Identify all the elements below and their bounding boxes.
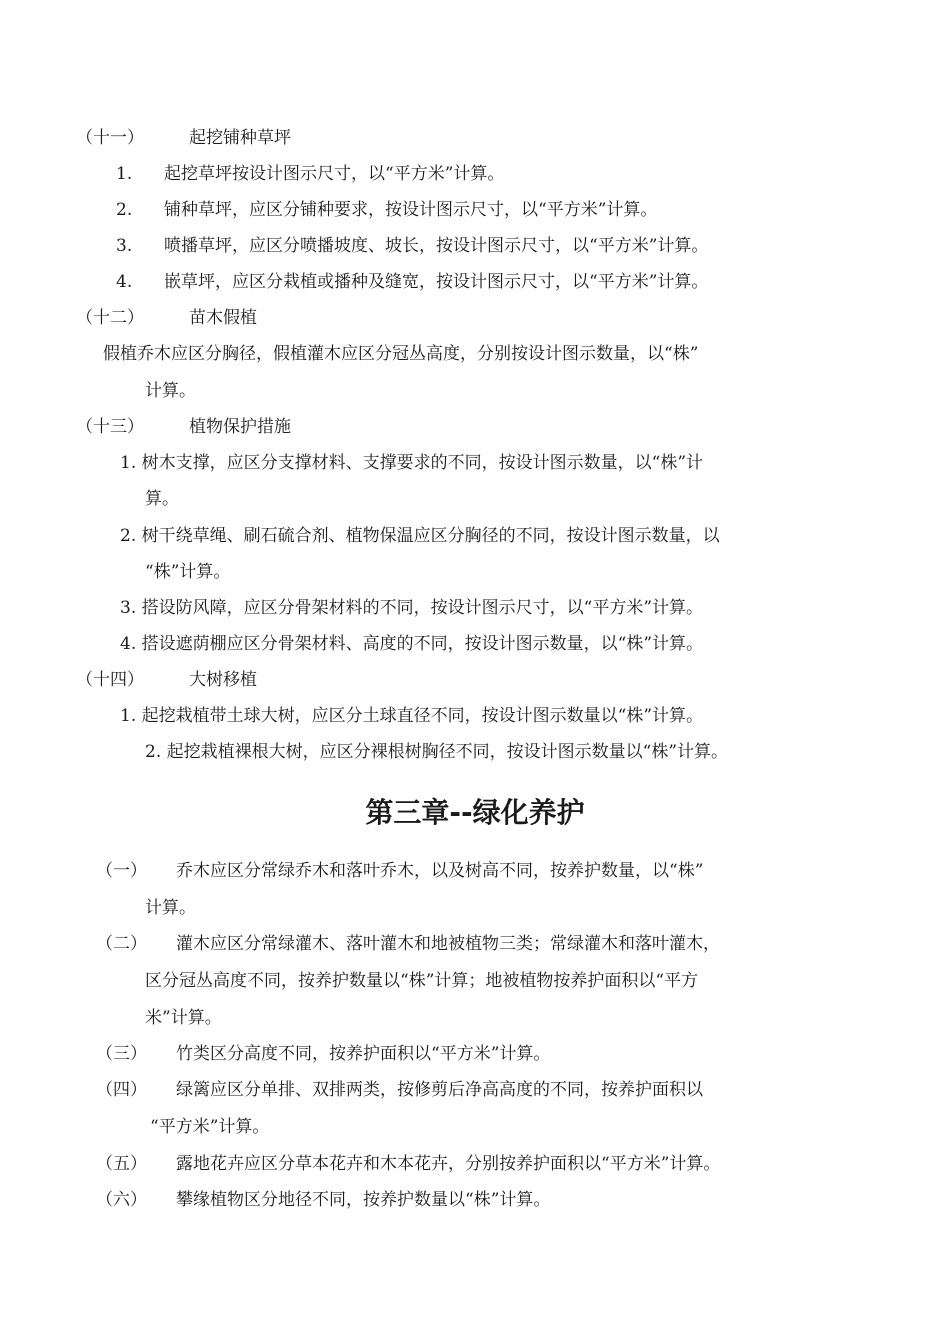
- list-item: 铺种草坪，应区分铺种要求，按设计图示尺寸，以“平方米”计算。: [164, 200, 658, 220]
- list-item: 喷播草坪，应区分喷播坡度、坡长，按设计图示尺寸，以“平方米”计算。: [164, 236, 709, 256]
- item-marker: （二）: [96, 934, 147, 954]
- paragraph-line: 攀缘植物区分地径不同，按养护数量以“株”计算。: [176, 1190, 551, 1210]
- item-marker: （四）: [96, 1080, 147, 1100]
- list-item: 3. 搭设防风障，应区分骨架材料的不同，按设计图示尺寸，以“平方米”计算。: [120, 598, 704, 618]
- list-item: 1. 树木支撑，应区分支撑材料、支撑要求的不同，按设计图示数量，以“株”计: [120, 453, 704, 473]
- section-13-marker: （十三）: [76, 417, 144, 437]
- section-13-title: 植物保护措施: [189, 417, 291, 437]
- item-marker: （六）: [96, 1190, 147, 1210]
- section-12-marker: （十二）: [76, 308, 144, 328]
- paragraph-line: 米”计算。: [145, 1008, 222, 1028]
- list-item: 起挖草坪按设计图示尺寸，以“平方米”计算。: [164, 164, 505, 184]
- paragraph-line: 假植乔木应区分胸径，假植灌木应区分冠丛高度，分别按设计图示数量，以“株”: [103, 344, 699, 364]
- list-item-number: 3.: [116, 236, 133, 256]
- list-item: 2. 起挖栽植裸根大树，应区分裸根树胸径不同，按设计图示数量以“株”计算。: [145, 742, 729, 762]
- section-11-title: 起挖铺种草坪: [189, 128, 291, 148]
- paragraph-line: “平方米”计算。: [150, 1117, 270, 1137]
- paragraph-line: 区分冠丛高度不同，按养护数量以“株”计算；地被植物按养护面积以“平方: [145, 971, 699, 991]
- list-item-continuation: 算。: [145, 489, 179, 509]
- item-marker: （五）: [96, 1154, 147, 1174]
- list-item-number: 4.: [116, 272, 133, 292]
- list-item: 1. 起挖栽植带土球大树，应区分土球直径不同，按设计图示数量以“株”计算。: [120, 706, 704, 726]
- section-14-title: 大树移植: [189, 670, 257, 690]
- item-marker: （三）: [96, 1044, 147, 1064]
- list-item: 2. 树干绕草绳、刷石硫合剂、植物保温应区分胸径的不同，按设计图示数量，以: [120, 526, 720, 546]
- paragraph-line: 绿篱应区分单排、双排两类，按修剪后净高高度的不同，按养护面积以: [176, 1080, 703, 1100]
- paragraph-line: 计算。: [145, 381, 196, 401]
- paragraph-line: 露地花卉应区分草本花卉和木本花卉，分别按养护面积以“平方米”计算。: [176, 1154, 721, 1174]
- section-12-title: 苗木假植: [189, 308, 257, 328]
- section-14-marker: （十四）: [76, 670, 144, 690]
- list-item-continuation: “株”计算。: [145, 562, 231, 582]
- item-marker: （一）: [96, 861, 147, 881]
- paragraph-line: 计算。: [145, 898, 196, 918]
- section-11-marker: （十一）: [76, 128, 144, 148]
- paragraph-line: 灌木应区分常绿灌木、落叶灌木和地被植物三类；常绿灌木和落叶灌木，: [176, 934, 720, 954]
- list-item: 4. 搭设遮荫棚应区分骨架材料、高度的不同，按设计图示数量，以“株”计算。: [120, 634, 704, 654]
- list-item-number: 2.: [116, 200, 133, 220]
- paragraph-line: 乔木应区分常绿乔木和落叶乔木，以及树高不同，按养护数量，以“株”: [176, 861, 704, 881]
- list-item: 嵌草坪，应区分栽植或播种及缝宽，按设计图示尺寸，以“平方米”计算。: [164, 272, 709, 292]
- paragraph-line: 竹类区分高度不同，按养护面积以“平方米”计算。: [176, 1044, 551, 1064]
- chapter-heading: 第三章--绿化养护: [365, 796, 585, 829]
- list-item-number: 1.: [116, 164, 133, 184]
